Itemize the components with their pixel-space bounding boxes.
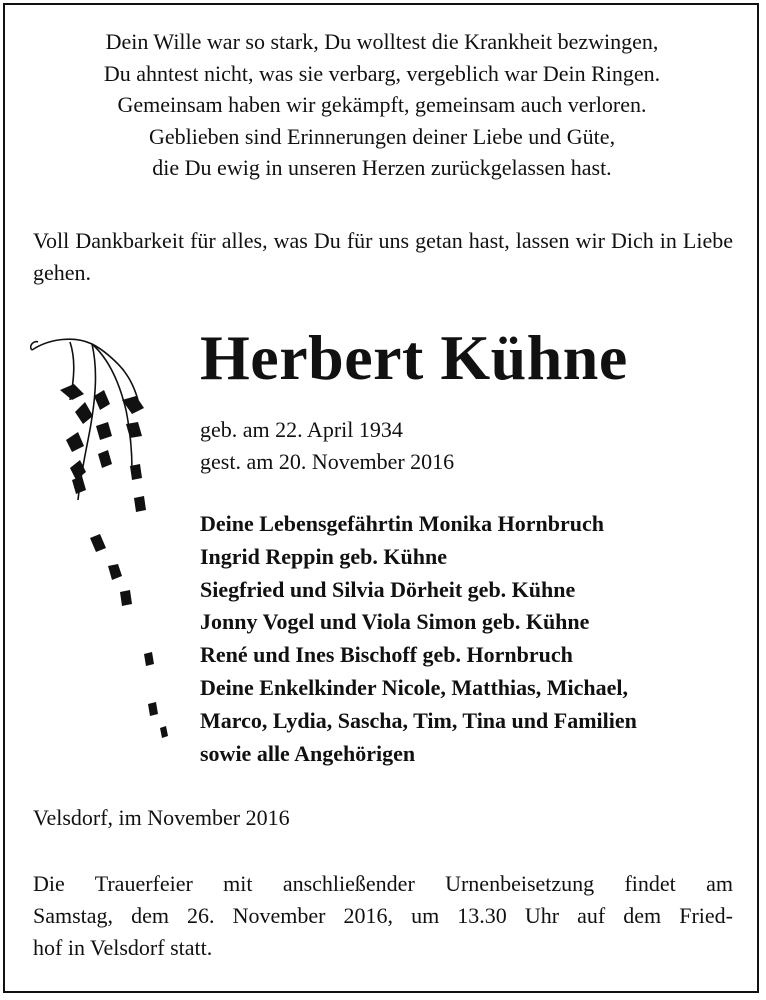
birth-date: geb. am 22. April 1934 xyxy=(200,417,403,442)
funeral-line: Die Trauerfeier mit anschließender Urnenbeisetzung findet am xyxy=(33,871,733,896)
mourner-line: sowie alle Angehörigen xyxy=(200,740,416,766)
birch-branch-icon xyxy=(30,330,180,750)
deceased-name: Herbert Kühne xyxy=(200,322,628,393)
mourner-line: Deine Lebensgefährtin Monika Hornbruch xyxy=(200,511,604,536)
poem-line: Du ahntest nicht, was sie verbarg, vergeblich war Dein Ringen. xyxy=(103,60,661,86)
mourner-line: Ingrid Reppin geb. Kühne xyxy=(200,543,447,569)
mourner-line: Deine Enkelkinder Nicole, Matthias, Michael, xyxy=(200,674,628,700)
poem xyxy=(20,26,744,184)
mourner-line: Siegfried und Silvia Dörheit geb. Kühne xyxy=(200,576,576,602)
funeral-line: hof in Velsdorf statt. xyxy=(33,935,213,960)
poem-line: die Du ewig in unseren Herzen zurückgelassen hast. xyxy=(152,155,612,180)
poem-line: Geblieben sind Erinnerungen deiner Liebe und Güte, xyxy=(148,123,616,149)
mourners-list xyxy=(200,508,637,770)
funeral-line: Samstag, dem 26. November 2016, um 13.30 Uhr auf dem Fried- xyxy=(33,903,733,928)
poem-line: Gemeinsam haben wir gekämpft, gemeinsam auch verloren. xyxy=(117,92,647,117)
life-dates xyxy=(200,414,454,478)
place-date: Velsdorf, im November 2016 xyxy=(33,805,290,830)
mourner-line: Marco, Lydia, Sascha, Tim, Tina und Familien xyxy=(200,707,637,733)
mourner-line: Jonny Vogel und Viola Simon geb. Kühne xyxy=(200,609,590,635)
mourner-line: René und Ines Bischoff geb. Hornbruch xyxy=(200,642,573,668)
funeral-info xyxy=(33,868,733,964)
thanks-text: Voll Dankbarkeit für alles, was Du für uns getan hast, lassen wir Dich in Liebe gehen. xyxy=(33,228,733,285)
death-date: gest. am 20. November 2016 xyxy=(200,449,455,474)
poem-line: Dein Wille war so stark, Du wolltest die Krankheit bezwingen, xyxy=(105,29,659,54)
